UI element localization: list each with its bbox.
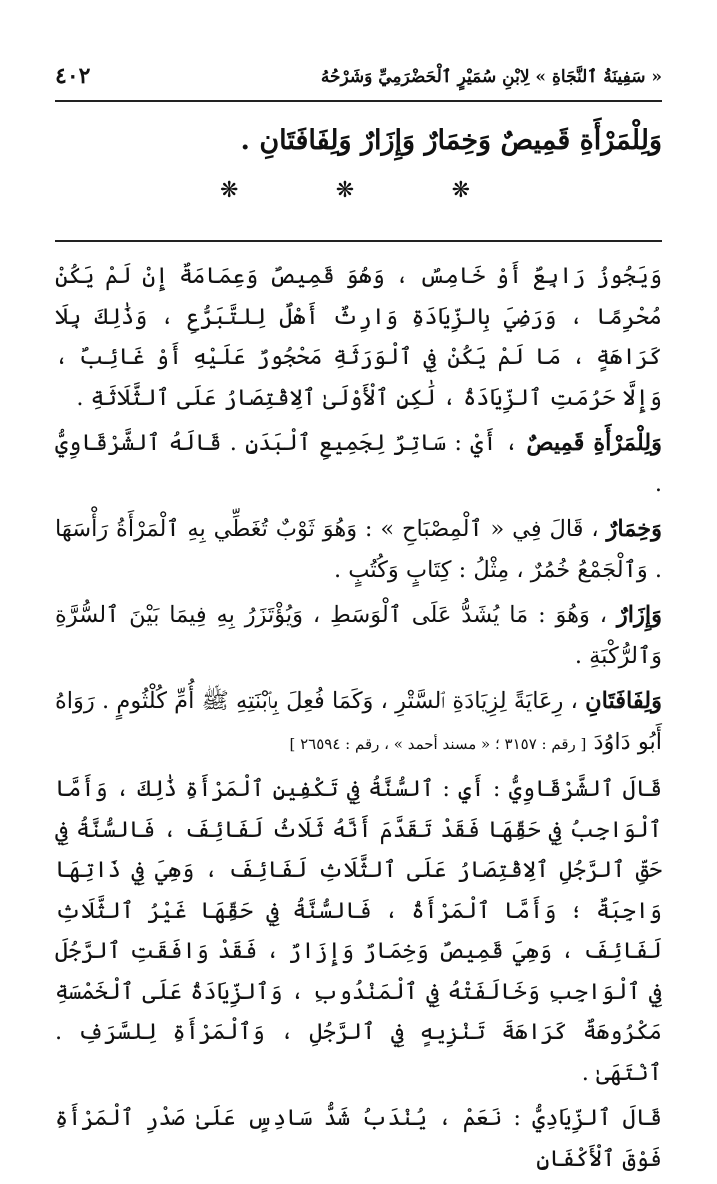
commentary-text: ، رِعَايَةً لِزِيَادَةِ ٱلسَّتْرِ ، وَكَمَا فُعِلَ بِٱبْنَتِهِ ﷺ أُمِّ كُلْثُومٍ . رَوَاهُ أَبُو دَاوُدَ [55,688,662,755]
commentary-paragraph [55,509,662,590]
commentary-paragraph [55,423,662,504]
commentary-text: ، قَالَ فِي « ٱلْمِصْبَاحِ » : وَهُوَ ثَوْبٌ تُغَطِّي بِهِ ٱلْمَرْأَةُ رَأْسَهَا . وَٱلْجَمْعُ خُمُرٌ ، مِثْلُ : كِتَابٍ وَكُتُبٍ . [55,516,662,583]
matn-text: وَلِلْمَرْأَةِ قَمِيصٌ وَخِمَارٌ وَإِزَارٌ وَلِفَافَتَانِ . [240,125,662,156]
separator-star-icon: ❋ [220,178,239,203]
commentary-paragraph [55,681,662,764]
hadith-reference: [ رقم : ٣١٥٧ ؛ « مسند أحمد » ، رقم : ٢٦٥٩٤ ] [289,734,587,753]
header-rule [55,100,662,102]
page-number: ٤٠٢ [55,63,91,89]
matn-term: وَلِلْمَرْأَةِ قَمِيصٌ [526,430,662,456]
separator-star-icon: ❋ [451,178,470,203]
section-separator [220,178,470,203]
commentary-text: ، أَيْ : سَاتِرٌ لِجَمِيعِ ٱلْبَدَنِ . قَالَهُ ٱلشَّرْقَاوِيُّ . [55,430,662,497]
matn-term: وَخِمَارٌ [606,516,662,542]
page-header [55,58,662,94]
matn-term: وَلِفَافَتَانِ [585,688,662,714]
matn-term: وَإِزَارٌ [616,602,662,628]
commentary-rule [55,240,662,242]
commentary-paragraph: قَالَ ٱلشَّرْقَاوِيُّ : أَيِ : ٱلسُّنَّةُ فِي تَكْفِينِ ٱلْمَرْأَةِ ذَٰلِكَ ، وَأَمَّا ٱلْوَاجِبُ فِي حَقِّهَا فَقَدْ تَقَدَّمَ أَنَّهُ ثَلَاثُ لَفَائِفَ ، فَالسُّنَّةُ فِي حَقِّ ٱلرَّجُلِ ٱلِاقْتِصَارُ عَلَى ٱلثَّلَاثِ لَفَائِفَ ، وَهِيَ فِي ذَاتِهَا وَاجِبَةٌ ؛ وَأَمَّا ٱلْمَرْأَةُ ، فَالسُّنَّةُ فِي حَقِّهَا غَيْرُ ٱلثَّلَاثِ لَفَائِفَ ، وَهِيَ قَمِيصٌ وَخِمَارٌ وَإِزَارٌ ، فَقَدْ وَافَقَتِ ٱلرَّجُلَ فِي ٱلْوَاجِبِ وَخَالَفَتْهُ فِي ٱلْمَنْدُوبِ ، وَٱلزِّيَادَةُ عَلَى ٱلْخَمْسَةِ مَكْرُوهَةٌ كَرَاهَةَ تَنْزِيهٍ فِي ٱلرَّجُلِ ، وَٱلْمَرْأَةِ لِلسَّرَفِ . ٱنْتَهَىٰ . [55,776,662,1086]
running-title: « سَفِينَةُ ٱلنَّجَاةِ » لِابْنِ سُمَيْرٍ ٱلْحَضْرَمِيِّ وَشَرْحُهُ [320,66,662,87]
commentary-paragraph [55,595,662,676]
commentary-body [55,256,662,1184]
separator-star-icon: ❋ [335,178,355,203]
commentary-paragraph: وَيَجُوزُ رَابِعٌ أَوْ خَامِسٌ ، وَهُوَ قَمِيصٌ وَعِمَامَةٌ إِنْ لَمْ يَكُنْ مُحْرِمًا ، وَرَضِيَ بِالزِّيَادَةِ وَارِثٌ أَهْلٌ لِلتَّبَرُّعِ ، وَذَٰلِكَ بِلَا كَرَاهَةٍ ، مَا لَمْ يَكُنْ فِي ٱلْوَرَثَةِ مَحْجُورٌ عَلَيْهِ أَوْ غَائِبٌ ، وَإِلَّا حَرُمَتِ ٱلزِّيَادَةُ ، لَٰكِنِ ٱلْأَوْلَىٰ ٱلِاقْتِصَارُ عَلَى ٱلثَّلَاثَةِ . [55,263,662,411]
commentary-text: ، وَهُوَ : مَا يُشَدُّ عَلَى ٱلْوَسَطِ ، وَيُؤْتَزَرُ بِهِ فِيمَا بَيْنَ ٱلسُّرَّةِ وَٱلرُّكْبَةِ . [55,602,662,669]
commentary-paragraph: قَالَ ٱلزِّيَادِيُّ : نَعَمْ ، يُنْدَبُ شَدُّ سَادِسٍ عَلَىٰ صَدْرِ ٱلْمَرْأَةِ فَوْقَ ٱلْأَكْفَانِ [55,1105,662,1172]
